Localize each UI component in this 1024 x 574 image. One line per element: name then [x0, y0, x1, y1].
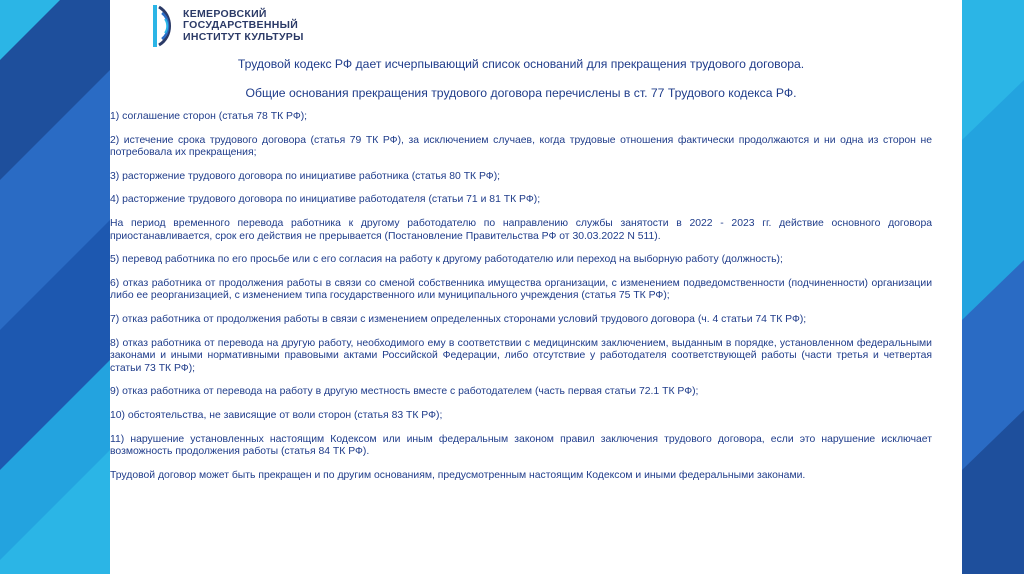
right-decor-band — [962, 0, 1024, 574]
logo-line-1: КЕМЕРОВСКИЙ — [183, 7, 267, 20]
list-item: 3) расторжение трудового договора по инициативе работника (статья 80 ТК РФ); — [110, 170, 501, 182]
heading-line-1: Трудовой кодекс РФ дает исчерпывающий список оснований для прекращения трудового договора. — [237, 57, 805, 71]
heading-line-2: Общие основания прекращения трудового договора перечислены в ст. 77 Трудового кодекса РФ. — [245, 86, 797, 100]
logo-line-2: ГОСУДАРСТВЕННЫЙ — [183, 19, 299, 32]
list-item: 9) отказ работника от перевода на работу в другую местность вместе с работодателем (часть первая статьи 72.1 ТК РФ); — [110, 386, 699, 398]
institute-logo — [153, 4, 304, 48]
list-item: 5) перевод работника по его просьбе или с его согласия на работу к другому работодателю или переход на выборную работу (должность); — [110, 254, 783, 266]
logo-mark-icon — [153, 5, 175, 47]
list-item: 8) отказ работника от перевода на другую работу, необходимого ему в соответствии с медицинским заключением, выданным в порядке, установленном федеральными законами и иными нормативными правовыми актами Российской Федерации, либо отсутствие у работодателя соответствующей работы (части третья и четвертая статьи 73 ТК РФ); — [110, 337, 932, 374]
grounds-list — [110, 111, 932, 482]
list-item: 7) отказ работника от продолжения работы в связи с изменением определенных сторонами условий трудового договора (ч. 4 статьи 74 ТК РФ); — [110, 313, 807, 325]
list-item: 11) нарушение установленных настоящим Кодексом или иным федеральным законом правил заключения трудового договора, если это нарушение исключает возможность продолжения работы (статья 84 ТК РФ). — [110, 433, 932, 458]
left-decor-band — [0, 0, 110, 574]
note-paragraph: На период временного перевода работника к другому работодателю по направлению службы занятости в 2022 - 2023 гг. действие основного договора приостанавливается, срок его действия не прерывается (Постановление Правительства РФ от 30.03.2022 N 511). — [110, 217, 932, 242]
logo-line-3: ИНСТИТУТ КУЛЬТУРЫ — [183, 30, 304, 43]
list-item: 2) истечение срока трудового договора (статья 79 ТК РФ), за исключением случаев, когда трудовые отношения фактически продолжаются и ни одна из сторон не потребовала их прекращения; — [110, 134, 932, 159]
list-item: 1) соглашение сторон (статья 78 ТК РФ); — [110, 111, 308, 122]
list-item: 10) обстоятельства, не зависящие от воли сторон (статья 83 ТК РФ); — [110, 409, 443, 421]
logo-text — [183, 9, 304, 44]
list-item: 6) отказ работника от продолжения работы в связи со сменой собственника имущества организации, с изменением подведомственности (подчиненности) организации либо ее реорганизацией, с изменением типа государственного или муниципального учреждения (статья 75 ТК РФ); — [110, 277, 932, 302]
closing-paragraph: Трудовой договор может быть прекращен и по другим основаниям, предусмотренным настоящим Кодексом и иными федеральными законами. — [110, 469, 806, 481]
list-item: 4) расторжение трудового договора по инициативе работодателя (статьи 71 и 81 ТК РФ); — [110, 194, 541, 206]
slide-content — [110, 56, 932, 493]
